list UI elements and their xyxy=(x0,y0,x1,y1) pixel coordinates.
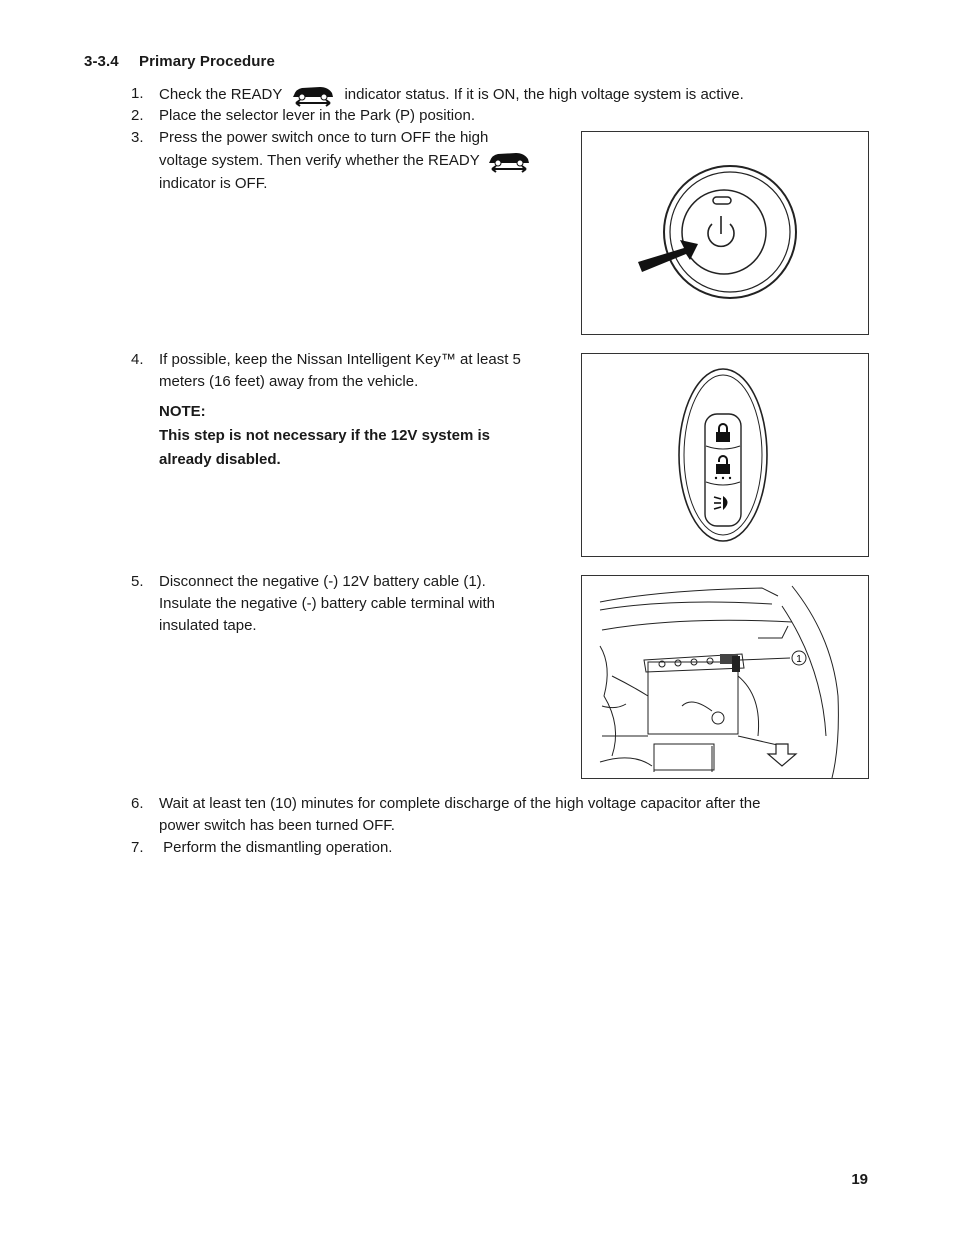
step-text: meters (16 feet) away from the vehicle. xyxy=(159,373,419,390)
note-text: already disabled. xyxy=(159,451,281,468)
down-arrow-icon xyxy=(768,744,796,766)
note-body xyxy=(159,424,559,472)
step-number: 5. xyxy=(131,573,144,590)
section-heading xyxy=(84,53,275,70)
step-text: power switch has been turned OFF. xyxy=(159,817,395,834)
power-switch-figure xyxy=(581,131,869,335)
step-1 xyxy=(131,83,831,107)
step-4 xyxy=(131,349,571,393)
step-3 xyxy=(131,127,571,195)
note-text: This step is not necessary if the 12V system is xyxy=(159,427,490,444)
step-7 xyxy=(131,837,731,859)
ready-car-icon xyxy=(290,83,336,107)
step-text: If possible, keep the Nissan Intelligent Key™ at least 5 xyxy=(159,351,521,368)
callout-number: 1 xyxy=(796,654,802,665)
step-text: voltage system. Then verify whether the READY xyxy=(159,151,480,169)
engine-bay-illustration xyxy=(582,576,868,778)
step-number: 1. xyxy=(131,85,144,102)
step-number: 4. xyxy=(131,351,144,368)
step-text: Perform the dismantling operation. xyxy=(159,839,393,856)
step-text: Press the power switch once to turn OFF the high xyxy=(159,129,489,146)
note-heading: NOTE: xyxy=(159,403,206,420)
intelligent-key-icon xyxy=(582,354,868,556)
step-text: Check the READY xyxy=(159,85,283,103)
page-number: 19 xyxy=(851,1171,868,1188)
step-number: 3. xyxy=(131,129,144,146)
section-number: 3-3.4 xyxy=(84,53,119,70)
step-text: indicator is OFF. xyxy=(159,175,268,192)
step-5 xyxy=(131,571,571,637)
step-text: Wait at least ten (10) minutes for complete discharge of the high voltage capacitor after the xyxy=(159,795,761,812)
step-text: Insulate the negative (-) battery cable terminal with xyxy=(159,595,495,612)
step-text: insulated tape. xyxy=(159,617,257,634)
step-2 xyxy=(131,105,731,127)
ready-car-icon xyxy=(486,149,532,173)
step-number: 7. xyxy=(131,839,144,856)
intelligent-key-figure xyxy=(581,353,869,557)
step-number: 2. xyxy=(131,107,144,124)
step-text: Disconnect the negative (-) 12V battery cable (1). xyxy=(159,573,486,590)
step-text: indicator status. If it is ON, the high voltage system is active. xyxy=(344,85,744,103)
power-switch-illustration xyxy=(582,132,868,334)
battery-figure xyxy=(581,575,869,779)
step-6 xyxy=(131,793,851,837)
step-number: 6. xyxy=(131,795,144,812)
step-text: Place the selector lever in the Park (P) position. xyxy=(159,107,475,124)
section-title: Primary Procedure xyxy=(139,53,275,70)
